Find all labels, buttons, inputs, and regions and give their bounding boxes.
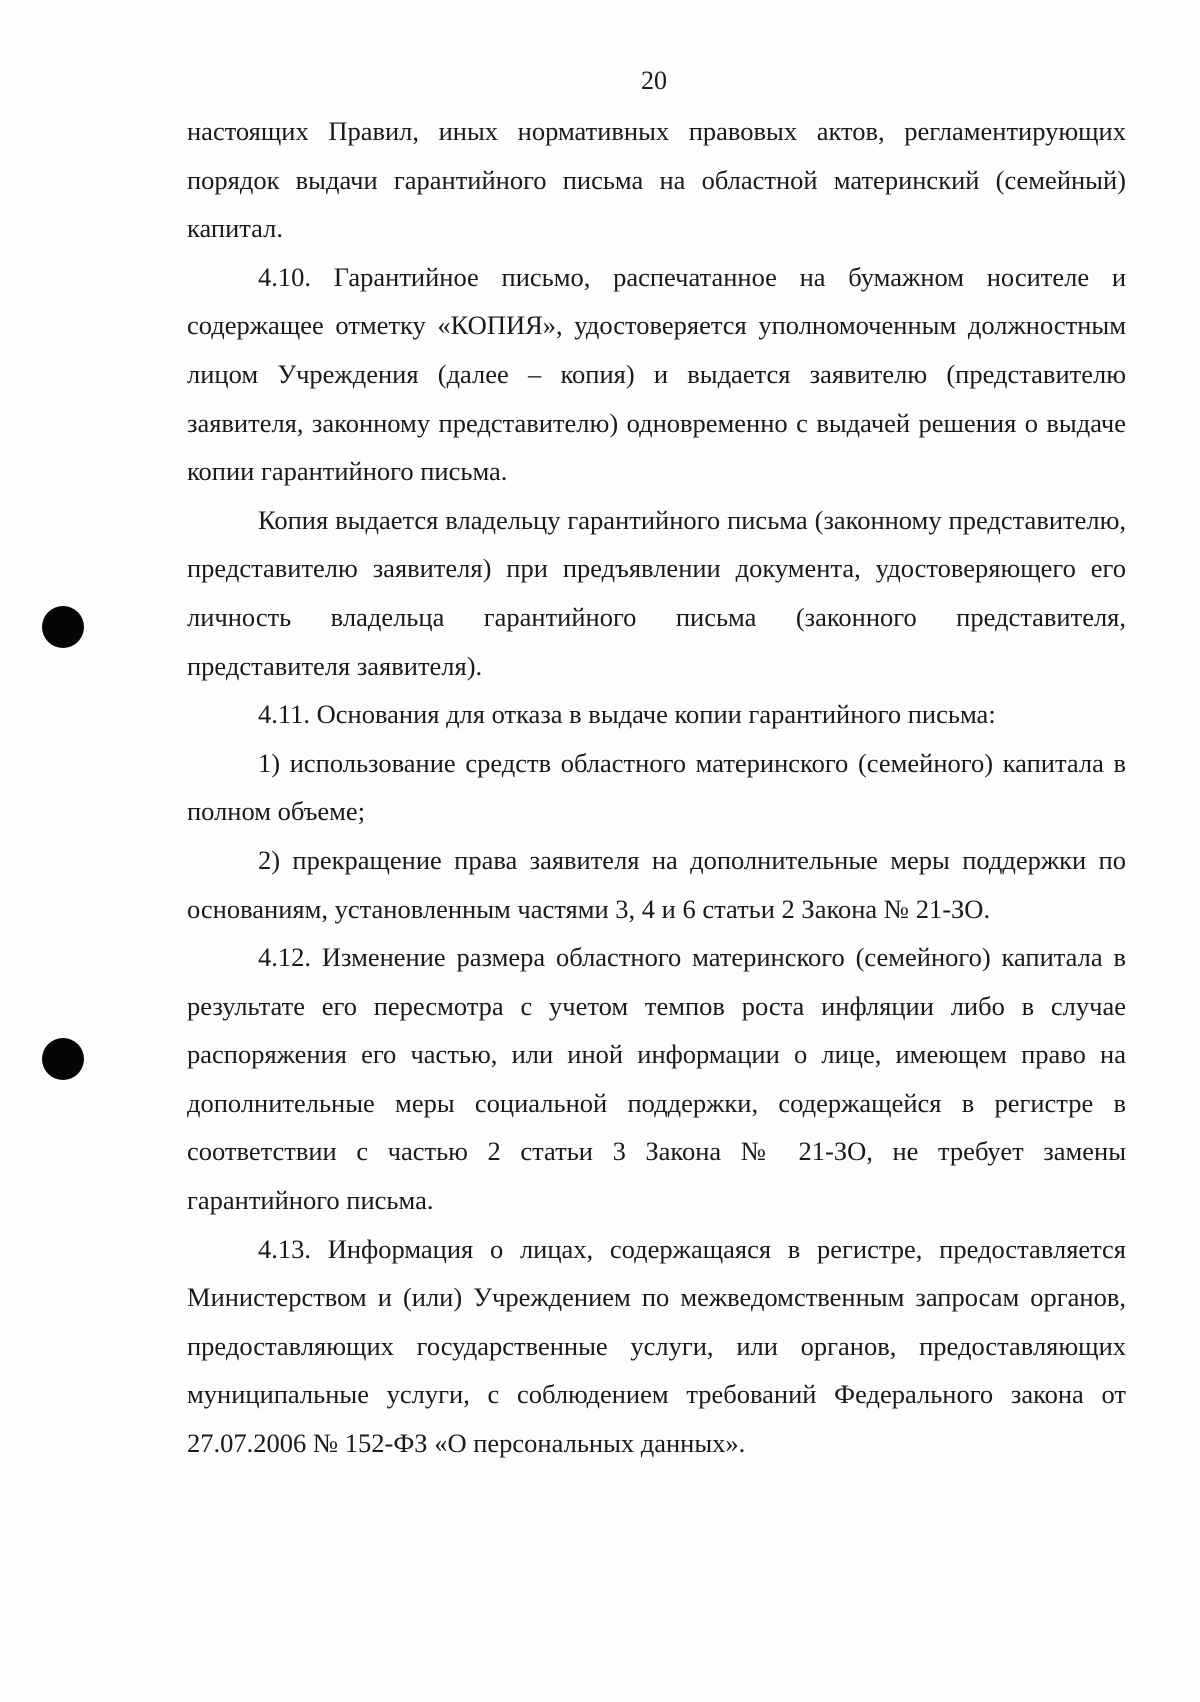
page-number: 20 <box>641 66 667 95</box>
paragraph-4-12: 4.12. Изменение размера областного материнского (семейного) капитала в результате его пересмотра с учетом темпов роста инфляции либо в случае распоряжения его частью, или иной информации о лице, имеющем право на дополнительные меры социальной поддержки, содержащейся в регистре в соответствии с частью 2 статьи 3 Закона № 21-ЗО, не требует замены гарантийного письма. <box>187 942 1126 1216</box>
paragraph-4-10: 4.10. Гарантийное письмо, распечатанное на бумажном носителе и содержащее отметку «КОПИЯ», удостоверяется уполномоченным должностным лицом Учреждения (далее – копия) и выдается заявителю (представителю заявителя, законному представителю) одновременно с выдачей решения о выдаче копии гарантийного письма. <box>187 261 1126 487</box>
paragraph-4-13: 4.13. Информация о лицах, содержащаяся в регистре, предоставляется Министерством и (или) Учреждением по межведомственным запросам органов, предоставляющих государственные услуги, или органов, предоставляющих муниципальные услуги, с соблюдением требований Федерального закона от 27.07.2006 № 152-ФЗ «О персональных данных». <box>187 1233 1126 1459</box>
list-item-2: 2) прекращение права заявителя на дополнительные меры поддержки по основаниям, установленным частями 3, 4 и 6 статьи 2 Закона № 21-ЗО. <box>187 844 1126 924</box>
paragraph-copy-issuance: Копия выдается владельцу гарантийного письма (законному представителю, представителю заявителя) при предъявлении документа, удостоверяющего его личность владельца гарантийного письма (законного представителя, представителя заявителя). <box>187 504 1126 681</box>
punch-hole <box>42 606 84 648</box>
list-item-1: 1) использование средств областного материнского (семейного) капитала в полном объеме; <box>187 747 1126 827</box>
punch-hole <box>42 1038 84 1080</box>
paragraph-continuation: настоящих Правил, иных нормативных правовых актов, регламентирующих порядок выдачи гарантийного письма на областной материнский (семейный) капитал. <box>187 116 1126 244</box>
paragraph-4-11: 4.11. Основания для отказа в выдаче копии гарантийного письма: <box>258 699 996 730</box>
document-body <box>187 107 1126 1468</box>
